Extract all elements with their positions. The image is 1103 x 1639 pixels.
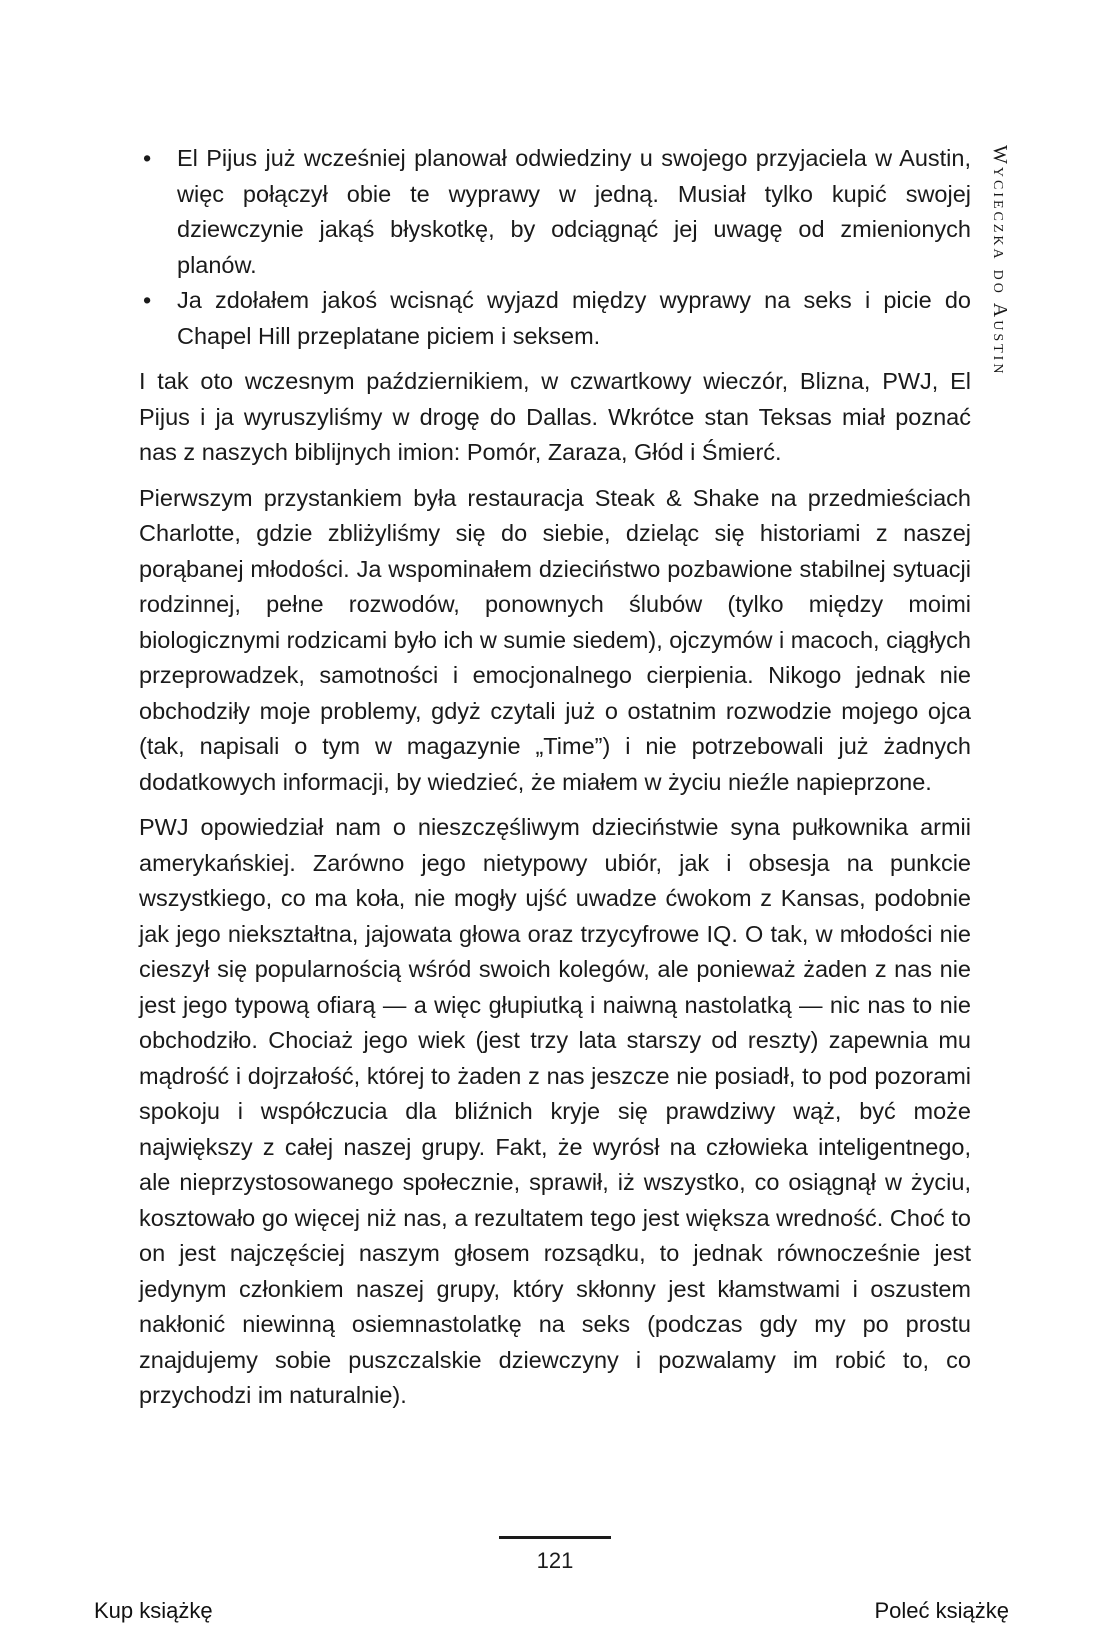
folio-divider — [499, 1536, 611, 1539]
paragraph: Pierwszym przystankiem była restauracja Steak & Shake na przedmieściach Charlotte, gdzie zbliżyliśmy się do siebie, dzieląc się historiami z naszej porąbanej młodości. Ja wspominałem dzieciństwo pozbawione stabilnej sytuacji rodzinnej, pełne rozwodów, ponownych ślubów (tylko między moimi biologicznymi rodzicami było ich w sumie siedem), ojczymów i macoch, ciągłych przeprowadzek, samotności i emocjonalnego cierpienia. Nikogo jednak nie obchodziły moje problemy, gdyż czytali już o ostatnim rozwodzie mojego ojca (tak, napisali o tym w magazynie „Time”) i nie potrzebowali już żadnych dodatkowych informacji, by wiedzieć, że miałem w życiu nieźle napieprzone. — [139, 484, 971, 795]
bullet-icon: • — [143, 287, 152, 313]
list-item-text: El Pijus już wcześniej planował odwiedziny u swojego przyjaciela w Austin, więc połączył obie te wyprawy w jedną. Musiał tylko kupić swojej dziewczynie jakąś błyskotkę, by odciągnąć jej uwagę od zmienionych planów. — [177, 145, 971, 278]
running-header: Wycieczka do Austin — [989, 145, 1011, 377]
bullet-list — [139, 141, 971, 354]
list-item — [139, 141, 971, 283]
bullet-icon: • — [143, 145, 152, 171]
list-item-text: Ja zdołałem jakoś wcisnąć wyjazd między wyprawy na seks i picie do Chapel Hill przeplatane piciem i seksem. — [177, 287, 971, 349]
recommend-book-link[interactable]: Poleć książkę — [874, 1598, 1009, 1623]
page-body — [139, 141, 971, 1424]
page-number: 121 — [536, 1548, 574, 1573]
paragraph: I tak oto wczesnym październikiem, w czwartkowy wieczór, Blizna, PWJ, El Pijus i ja wyruszyliśmy w drogę do Dallas. Wkrótce stan Teksas miał poznać nas z naszych biblijnych imion: Pomór, Zaraza, Głód i Śmierć. — [139, 368, 971, 465]
list-item — [139, 283, 971, 354]
buy-book-link[interactable]: Kup książkę — [94, 1598, 213, 1623]
paragraph: PWJ opowiedział nam o nieszczęśliwym dzieciństwie syna pułkownika armii amerykańskiej. Zarówno jego nietypowy ubiór, jak i obsesja na punkcie wszystkiego, co ma koła, nie mogły ujść uwadze ćwokom z Kansas, podobnie jak jego niekształtna, jajowata głowa oraz trzycyfrowe IQ. O tak, w młodości nie cieszył się popularnością wśród swoich kolegów, ale ponieważ żaden z nas nie jest jego typową ofiarą — a więc głupiutką i naiwną nastolatką — nic nas to nie obchodziło. Chociaż jego wiek (jest trzy lata starszy od reszty) zapewnia mu mądrość i dojrzałość, której to żaden z nas jeszcze nie posiadł, to pod pozorami spokoju i współczucia dla bliźnich kryje się prawdziwy wąż, być może największy z całej naszej grupy. Fakt, że wyrósł na człowieka inteligentnego, ale nieprzystosowanego społecznie, sprawił, iż wszystko, co osiągnął w życiu, kosztowało go więcej niż nas, a rezultatem tego jest większa wredność. Choć to on jest najczęściej naszym głosem rozsądku, to jednak równocześnie jest jedynym członkiem naszej grupy, który skłonny jest kłamstwami i oszustem nakłonić niewinną osiemnastolatkę na seks (podczas gdy my po prostu znajdujemy sobie puszczalskie dziewczyny i pozwalamy im robić to, co przychodzi im naturalnie). — [139, 814, 971, 1408]
